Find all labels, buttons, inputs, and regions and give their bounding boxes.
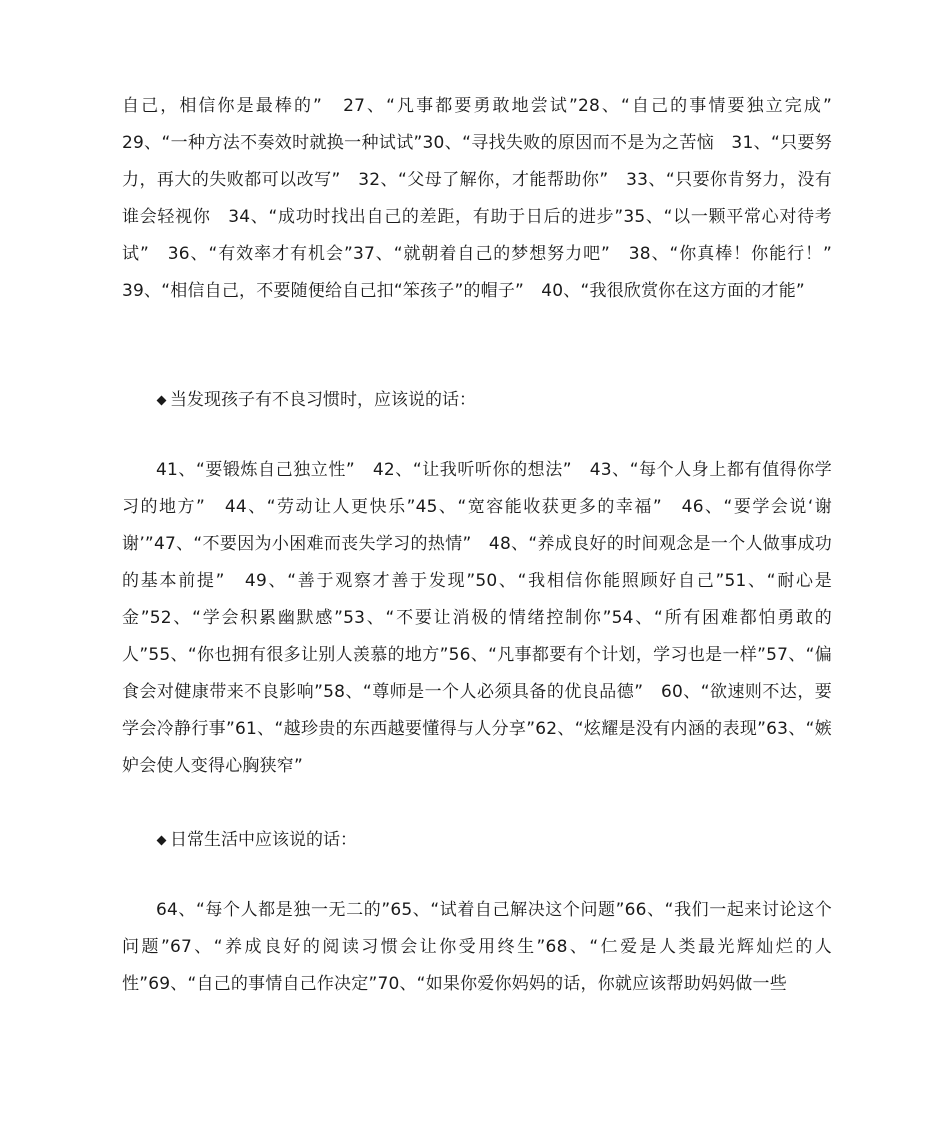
diamond-bullet-icon: [157, 396, 167, 406]
section-heading-daily-life-label: 日常生活中应该说的话：: [170, 830, 357, 850]
section-heading-daily-life: [156, 822, 357, 859]
diamond-bullet-icon: [157, 836, 167, 846]
section-heading-bad-habits: [156, 382, 476, 419]
paragraph-encouragement-list: 自己，相信你是最棒的” 27、“凡事都要勇敢地尝试”28、“自己的事情要独立完成” 29、“一种方法不奏效时就换一种试试”30、“寻找失败的原因而不是为之苦恼 31、“只要努力，再大的失败都可以改写” 32、“父母了解你，才能帮助你” 33、“只要你肯努力，没有谁会轻视你 34、“成功时找出自己的差距，有助于日后的进步”35、“以一颗平常心对待考试” 36、“有效率才有机会”37、“就朝着自己的梦想努力吧” 38、“你真棒！你能行！” 39、“相信自己，不要随便给自己扣“笨孩子”的帽子” 40、“我很欣赏你在这方面的才能”: [122, 96, 850, 301]
paragraph-bad-habits-list: 41、“要锻炼自己独立性” 42、“让我听听你的想法” 43、“每个人身上都有值得你学习的地方” 44、“劳动让人更快乐”45、“宽容能收获更多的幸福” 46、“要学会说‘谢谢’”47、“不要因为小困难而丧失学习的热情” 48、“养成良好的时间观念是一个人做事成功的基本前提” 49、“善于观察才善于发现”50、“我相信你能照顾好自己”51、“耐心是金”52、“学会积累幽默感”53、“不要让消极的情绪控制你”54、“所有困难都怕勇敢的人”55、“你也拥有很多让别人羡慕的地方”56、“凡事都要有个计划，学习也是一样”57、“偏食会对健康带来不良影响”58、“尊师是一个人必须具备的优良品德” 60、“欲速则不达，要学会冷静行事”61、“越珍贵的东西越要懂得与人分享”62、“炫耀是没有内涵的表现”63、“嫉妒会使人变得心胸狭窄”: [122, 460, 832, 776]
paragraph-daily-life-list: 64、“每个人都是独一无二的”65、“试着自己解决这个问题”66、“我们一起来讨论这个问题”67、“养成良好的阅读习惯会让你受用终生”68、“仁爱是人类最光辉灿烂的人性”69、“自己的事情自己作决定”70、“如果你爱你妈妈的话，你就应该帮助妈妈做一些: [122, 900, 832, 994]
section-heading-bad-habits-label: 当发现孩子有不良习惯时，应该说的话：: [170, 390, 476, 410]
